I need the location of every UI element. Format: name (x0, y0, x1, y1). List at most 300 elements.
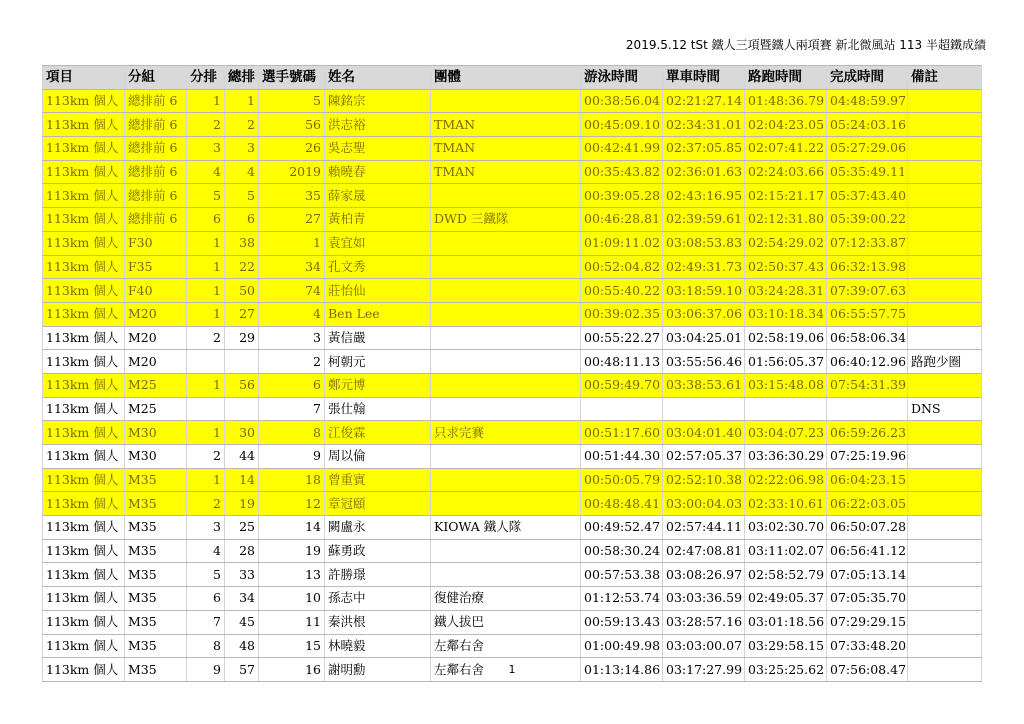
cell-item: 113km 個人 (43, 231, 125, 255)
cell-group-rank: 4 (187, 539, 225, 563)
cell-team (431, 563, 581, 587)
cell-overall-rank (225, 397, 259, 421)
cell-group: 總排前 6 (125, 208, 187, 232)
cell-item: 113km 個人 (43, 397, 125, 421)
cell-swim: 00:39:02.35 (581, 302, 663, 326)
header-col-group: 分組 (125, 66, 187, 90)
cell-finish: 07:29:29.15 (827, 610, 908, 634)
cell-finish: 06:04:23.15 (827, 468, 908, 492)
cell-group: F40 (125, 279, 187, 303)
cell-finish: 07:25:19.96 (827, 445, 908, 469)
cell-bib: 10 (259, 587, 325, 611)
cell-name: 賴曉春 (325, 160, 431, 184)
cell-bike: 03:03:00.07 (663, 634, 745, 658)
cell-swim: 00:55:40.22 (581, 279, 663, 303)
cell-run: 03:02:30.70 (745, 516, 827, 540)
cell-name: 林曉毅 (325, 634, 431, 658)
cell-note (908, 373, 982, 397)
cell-overall-rank: 50 (225, 279, 259, 303)
cell-team: 鐵人拔巴 (431, 610, 581, 634)
cell-swim: 00:59:13.43 (581, 610, 663, 634)
cell-group-rank: 1 (187, 302, 225, 326)
cell-note (908, 184, 982, 208)
cell-team (431, 468, 581, 492)
cell-bib: 35 (259, 184, 325, 208)
cell-swim: 00:49:52.47 (581, 516, 663, 540)
cell-run: 02:24:03.66 (745, 160, 827, 184)
table-row (43, 587, 982, 611)
cell-run: 03:11:02.07 (745, 539, 827, 563)
cell-group: M35 (125, 539, 187, 563)
cell-run: 02:33:10.61 (745, 492, 827, 516)
cell-bike: 02:57:44.11 (663, 516, 745, 540)
cell-overall-rank: 33 (225, 563, 259, 587)
cell-group: M30 (125, 421, 187, 445)
cell-swim: 01:09:11.02 (581, 231, 663, 255)
cell-group: M35 (125, 610, 187, 634)
cell-item: 113km 個人 (43, 658, 125, 682)
cell-bib: 1 (259, 231, 325, 255)
cell-item: 113km 個人 (43, 421, 125, 445)
cell-group: M25 (125, 373, 187, 397)
cell-team (431, 397, 581, 421)
table-body (43, 89, 982, 681)
cell-swim: 00:42:41.99 (581, 137, 663, 161)
cell-bike: 02:36:01.63 (663, 160, 745, 184)
cell-finish: 05:37:43.40 (827, 184, 908, 208)
header-col-group-rank: 分排 (187, 66, 225, 90)
cell-bike: 03:04:25.01 (663, 326, 745, 350)
cell-bike: 02:43:16.95 (663, 184, 745, 208)
cell-bike (663, 397, 745, 421)
cell-note (908, 208, 982, 232)
cell-bike: 03:17:27.99 (663, 658, 745, 682)
cell-swim: 00:39:05.28 (581, 184, 663, 208)
cell-name: 孫志中 (325, 587, 431, 611)
table-row (43, 516, 982, 540)
cell-overall-rank: 14 (225, 468, 259, 492)
cell-item: 113km 個人 (43, 160, 125, 184)
cell-item: 113km 個人 (43, 302, 125, 326)
cell-item: 113km 個人 (43, 610, 125, 634)
header-col-item: 項目 (43, 66, 125, 90)
cell-note (908, 516, 982, 540)
cell-finish: 06:22:03.05 (827, 492, 908, 516)
cell-overall-rank (225, 350, 259, 374)
cell-finish: 06:32:13.98 (827, 255, 908, 279)
cell-item: 113km 個人 (43, 184, 125, 208)
cell-run (745, 397, 827, 421)
cell-bib: 3 (259, 326, 325, 350)
cell-name: 莊怡仙 (325, 279, 431, 303)
cell-overall-rank: 56 (225, 373, 259, 397)
cell-group-rank: 6 (187, 208, 225, 232)
cell-run: 02:04:23.05 (745, 113, 827, 137)
document-title: 2019.5.12 tSt 鐵人三項暨鐵人兩項賽 新北微風站 113 半超鐵成績 (625, 38, 986, 52)
cell-note (908, 492, 982, 516)
cell-name: 蘇勇政 (325, 539, 431, 563)
cell-note (908, 231, 982, 255)
cell-item: 113km 個人 (43, 326, 125, 350)
cell-note (908, 113, 982, 137)
cell-group-rank: 7 (187, 610, 225, 634)
cell-swim: 00:50:05.79 (581, 468, 663, 492)
cell-item: 113km 個人 (43, 563, 125, 587)
cell-group: M35 (125, 658, 187, 682)
table-row (43, 326, 982, 350)
cell-group-rank: 3 (187, 516, 225, 540)
cell-run: 02:58:52.79 (745, 563, 827, 587)
cell-group: M25 (125, 397, 187, 421)
cell-item: 113km 個人 (43, 279, 125, 303)
cell-team: 左鄰右舍 (431, 634, 581, 658)
cell-group-rank: 2 (187, 492, 225, 516)
cell-swim: 00:59:49.70 (581, 373, 663, 397)
cell-bike: 03:06:37.06 (663, 302, 745, 326)
cell-bib: 6 (259, 373, 325, 397)
cell-bike: 02:34:31.01 (663, 113, 745, 137)
cell-overall-rank: 45 (225, 610, 259, 634)
cell-team: 只求完賽 (431, 421, 581, 445)
cell-run: 03:10:18.34 (745, 302, 827, 326)
cell-finish: 04:48:59.97 (827, 89, 908, 113)
cell-item: 113km 個人 (43, 208, 125, 232)
cell-bike: 03:55:56.46 (663, 350, 745, 374)
cell-overall-rank: 19 (225, 492, 259, 516)
header-col-team: 團體 (431, 66, 581, 90)
cell-group-rank: 3 (187, 137, 225, 161)
table-row (43, 208, 982, 232)
cell-item: 113km 個人 (43, 634, 125, 658)
cell-run: 01:56:05.37 (745, 350, 827, 374)
table-row (43, 231, 982, 255)
header-col-note: 備註 (908, 66, 982, 90)
cell-name: 黃柏青 (325, 208, 431, 232)
cell-note (908, 160, 982, 184)
table-row (43, 302, 982, 326)
cell-finish: 07:54:31.39 (827, 373, 908, 397)
cell-name: 秦洪根 (325, 610, 431, 634)
cell-swim: 00:38:56.04 (581, 89, 663, 113)
cell-bib: 26 (259, 137, 325, 161)
cell-item: 113km 個人 (43, 468, 125, 492)
table-row (43, 373, 982, 397)
cell-name: 薛家晟 (325, 184, 431, 208)
table-row (43, 421, 982, 445)
header-col-bike: 單車時間 (663, 66, 745, 90)
cell-bib: 15 (259, 634, 325, 658)
cell-team (431, 231, 581, 255)
cell-name: 吳志聖 (325, 137, 431, 161)
cell-name: 陳銘宗 (325, 89, 431, 113)
cell-team: TMAN (431, 160, 581, 184)
cell-note: DNS (908, 397, 982, 421)
cell-bib: 4 (259, 302, 325, 326)
table-row (43, 634, 982, 658)
cell-group: M20 (125, 302, 187, 326)
cell-bib: 19 (259, 539, 325, 563)
cell-swim: 01:00:49.98 (581, 634, 663, 658)
cell-run: 02:50:37.43 (745, 255, 827, 279)
cell-finish: 06:59:26.23 (827, 421, 908, 445)
cell-group-rank: 2 (187, 445, 225, 469)
cell-bib: 7 (259, 397, 325, 421)
cell-finish: 07:05:35.70 (827, 587, 908, 611)
cell-overall-rank: 48 (225, 634, 259, 658)
cell-bike: 03:03:36.59 (663, 587, 745, 611)
cell-finish: 07:56:08.47 (827, 658, 908, 682)
cell-bib: 16 (259, 658, 325, 682)
table-row (43, 397, 982, 421)
cell-overall-rank: 4 (225, 160, 259, 184)
cell-bike: 02:52:10.38 (663, 468, 745, 492)
cell-swim: 00:55:22.27 (581, 326, 663, 350)
cell-finish: 06:40:12.96 (827, 350, 908, 374)
cell-team (431, 89, 581, 113)
cell-item: 113km 個人 (43, 492, 125, 516)
cell-group-rank (187, 350, 225, 374)
cell-team: 復健治療 (431, 587, 581, 611)
cell-run: 03:29:58.15 (745, 634, 827, 658)
header-col-swim: 游泳時間 (581, 66, 663, 90)
cell-bike: 02:21:27.14 (663, 89, 745, 113)
cell-overall-rank: 38 (225, 231, 259, 255)
cell-item: 113km 個人 (43, 587, 125, 611)
cell-name: 黃信嚴 (325, 326, 431, 350)
cell-item: 113km 個人 (43, 350, 125, 374)
table-row (43, 610, 982, 634)
cell-group-rank (187, 397, 225, 421)
table-row (43, 89, 982, 113)
cell-note (908, 279, 982, 303)
cell-finish: 07:33:48.20 (827, 634, 908, 658)
cell-team (431, 350, 581, 374)
cell-finish: 05:35:49.11 (827, 160, 908, 184)
cell-group: M35 (125, 468, 187, 492)
cell-swim: 00:48:48.41 (581, 492, 663, 516)
cell-note (908, 563, 982, 587)
cell-note (908, 445, 982, 469)
cell-team (431, 326, 581, 350)
table-row (43, 279, 982, 303)
cell-swim: 00:46:28.81 (581, 208, 663, 232)
cell-group: M20 (125, 326, 187, 350)
cell-swim: 00:45:09.10 (581, 113, 663, 137)
cell-group-rank: 1 (187, 468, 225, 492)
cell-group: F35 (125, 255, 187, 279)
cell-group-rank: 5 (187, 563, 225, 587)
cell-finish (827, 397, 908, 421)
table-row (43, 350, 982, 374)
cell-finish: 07:39:07.63 (827, 279, 908, 303)
cell-item: 113km 個人 (43, 373, 125, 397)
table-row (43, 160, 982, 184)
cell-bib: 8 (259, 421, 325, 445)
cell-swim: 00:57:53.38 (581, 563, 663, 587)
cell-overall-rank: 2 (225, 113, 259, 137)
header-col-name: 姓名 (325, 66, 431, 90)
cell-bib: 18 (259, 468, 325, 492)
cell-note (908, 421, 982, 445)
cell-run: 03:04:07.23 (745, 421, 827, 445)
cell-item: 113km 個人 (43, 89, 125, 113)
cell-bib: 27 (259, 208, 325, 232)
cell-overall-rank: 34 (225, 587, 259, 611)
table-row (43, 184, 982, 208)
cell-note (908, 539, 982, 563)
cell-overall-rank: 6 (225, 208, 259, 232)
cell-note (908, 255, 982, 279)
cell-team (431, 279, 581, 303)
table-row (43, 468, 982, 492)
cell-group: M35 (125, 587, 187, 611)
cell-bib: 34 (259, 255, 325, 279)
cell-overall-rank: 25 (225, 516, 259, 540)
cell-bike: 03:04:01.40 (663, 421, 745, 445)
cell-bib: 2 (259, 350, 325, 374)
cell-swim: 00:51:17.60 (581, 421, 663, 445)
cell-bike: 02:49:31.73 (663, 255, 745, 279)
cell-swim: 00:35:43.82 (581, 160, 663, 184)
cell-team (431, 184, 581, 208)
cell-name: 章冠頤 (325, 492, 431, 516)
cell-note (908, 634, 982, 658)
table-row (43, 137, 982, 161)
cell-group-rank: 1 (187, 421, 225, 445)
cell-swim (581, 397, 663, 421)
cell-note (908, 587, 982, 611)
results-table (42, 65, 982, 682)
cell-team (431, 445, 581, 469)
cell-bib: 14 (259, 516, 325, 540)
cell-item: 113km 個人 (43, 516, 125, 540)
cell-bike: 03:08:53.83 (663, 231, 745, 255)
cell-group: 總排前 6 (125, 160, 187, 184)
cell-run: 03:01:18.56 (745, 610, 827, 634)
cell-note (908, 468, 982, 492)
cell-note (908, 89, 982, 113)
cell-swim: 01:13:14.86 (581, 658, 663, 682)
cell-group-rank: 1 (187, 373, 225, 397)
cell-overall-rank: 1 (225, 89, 259, 113)
cell-swim: 00:48:11.13 (581, 350, 663, 374)
cell-group-rank: 9 (187, 658, 225, 682)
cell-name: 闕盧永 (325, 516, 431, 540)
table-row (43, 113, 982, 137)
cell-group: M20 (125, 350, 187, 374)
cell-bike: 03:00:04.03 (663, 492, 745, 516)
cell-group-rank: 4 (187, 160, 225, 184)
cell-overall-rank: 57 (225, 658, 259, 682)
cell-swim: 00:58:30.24 (581, 539, 663, 563)
cell-note (908, 137, 982, 161)
table-row (43, 445, 982, 469)
cell-group-rank: 1 (187, 231, 225, 255)
cell-swim: 00:51:44.30 (581, 445, 663, 469)
cell-finish: 06:56:41.12 (827, 539, 908, 563)
cell-finish: 07:05:13.14 (827, 563, 908, 587)
cell-team (431, 373, 581, 397)
cell-group: M30 (125, 445, 187, 469)
cell-team (431, 255, 581, 279)
cell-team: TMAN (431, 113, 581, 137)
cell-item: 113km 個人 (43, 255, 125, 279)
table-row (43, 492, 982, 516)
cell-overall-rank: 3 (225, 137, 259, 161)
cell-item: 113km 個人 (43, 445, 125, 469)
header-col-run: 路跑時間 (745, 66, 827, 90)
cell-bib: 5 (259, 89, 325, 113)
cell-group: 總排前 6 (125, 137, 187, 161)
cell-group: F30 (125, 231, 187, 255)
cell-run: 01:48:36.79 (745, 89, 827, 113)
cell-finish: 05:39:00.22 (827, 208, 908, 232)
cell-finish: 05:27:29.06 (827, 137, 908, 161)
cell-group-rank: 8 (187, 634, 225, 658)
cell-name: 鄭元博 (325, 373, 431, 397)
table-row (43, 563, 982, 587)
cell-group: M35 (125, 563, 187, 587)
cell-team: DWD 三鐵隊 (431, 208, 581, 232)
cell-name: 江俊霖 (325, 421, 431, 445)
cell-bib: 74 (259, 279, 325, 303)
page-number: 1 (508, 663, 516, 676)
cell-run: 03:24:28.31 (745, 279, 827, 303)
cell-run: 02:58:19.06 (745, 326, 827, 350)
cell-name: 謝明勳 (325, 658, 431, 682)
cell-item: 113km 個人 (43, 137, 125, 161)
cell-bike: 03:18:59.10 (663, 279, 745, 303)
cell-group: 總排前 6 (125, 184, 187, 208)
cell-name: 袁宜如 (325, 231, 431, 255)
cell-team: 左鄰右舍 (431, 658, 581, 682)
cell-name: 張仕翰 (325, 397, 431, 421)
cell-group: M35 (125, 634, 187, 658)
cell-finish: 05:24:03.16 (827, 113, 908, 137)
cell-name: Ben Lee (325, 302, 431, 326)
cell-group-rank: 1 (187, 255, 225, 279)
cell-bike: 02:47:08.81 (663, 539, 745, 563)
cell-run: 02:22:06.98 (745, 468, 827, 492)
cell-bike: 03:28:57.16 (663, 610, 745, 634)
cell-group-rank: 5 (187, 184, 225, 208)
cell-name: 許勝璟 (325, 563, 431, 587)
cell-group: M35 (125, 492, 187, 516)
cell-run: 02:15:21.17 (745, 184, 827, 208)
cell-group: 總排前 6 (125, 113, 187, 137)
cell-bib: 56 (259, 113, 325, 137)
cell-bib: 2019 (259, 160, 325, 184)
cell-bib: 11 (259, 610, 325, 634)
cell-group-rank: 2 (187, 113, 225, 137)
table-header-row (43, 66, 982, 90)
cell-bike: 02:37:05.85 (663, 137, 745, 161)
cell-team (431, 539, 581, 563)
cell-name: 孔文秀 (325, 255, 431, 279)
cell-group-rank: 1 (187, 279, 225, 303)
cell-item: 113km 個人 (43, 539, 125, 563)
cell-finish: 06:50:07.28 (827, 516, 908, 540)
cell-bike: 02:39:59.61 (663, 208, 745, 232)
cell-run: 02:54:29.02 (745, 231, 827, 255)
cell-run: 02:12:31.80 (745, 208, 827, 232)
cell-run: 03:36:30.29 (745, 445, 827, 469)
table-row (43, 255, 982, 279)
cell-bib: 12 (259, 492, 325, 516)
table-row (43, 539, 982, 563)
cell-run: 02:49:05.37 (745, 587, 827, 611)
cell-group: 總排前 6 (125, 89, 187, 113)
